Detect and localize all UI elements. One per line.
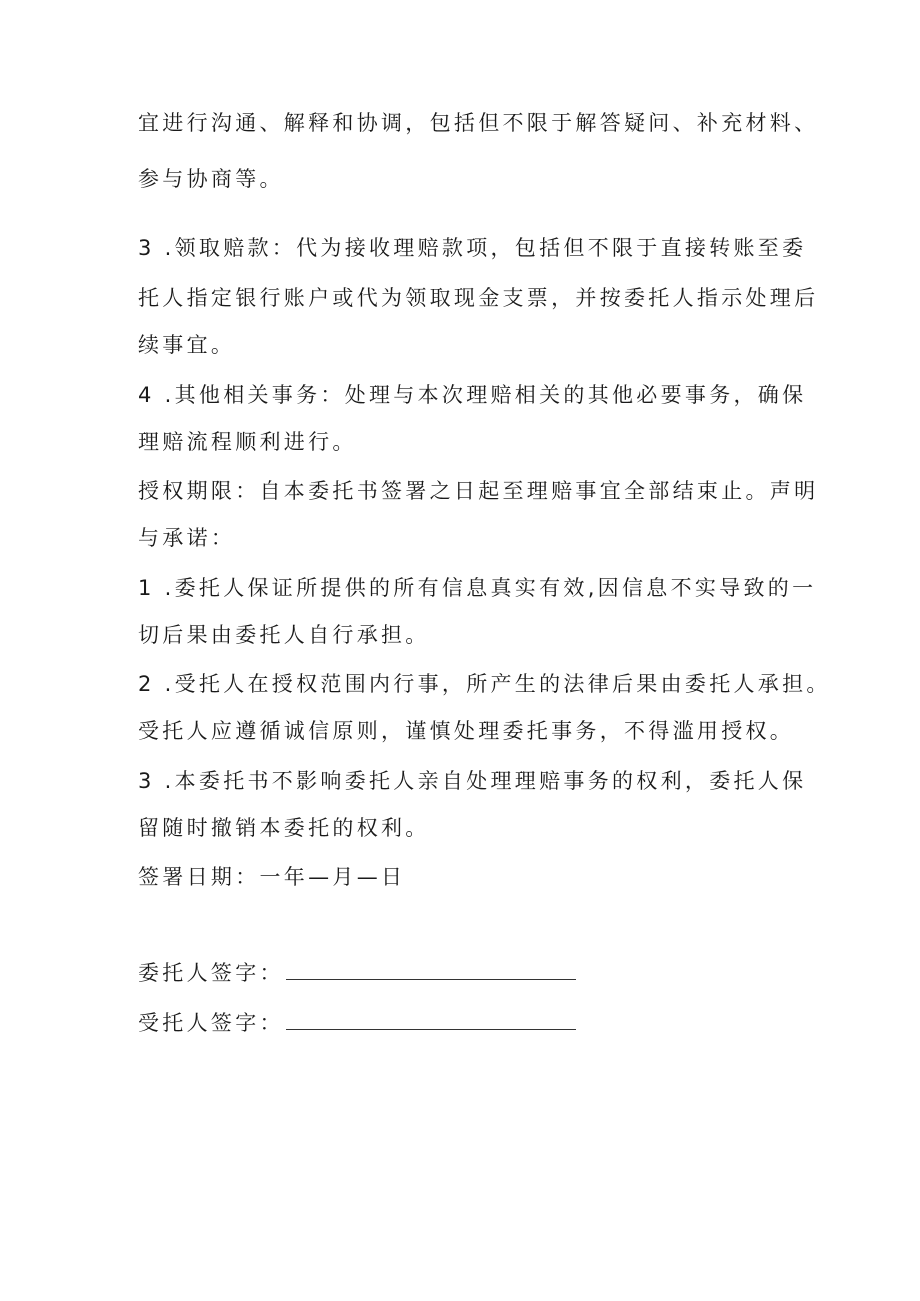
text-line: 授权期限：自本委托书签署之日起至理赔事宜全部结束止。声明 — [138, 479, 819, 503]
agent-signature-line — [286, 1029, 576, 1030]
text-line: 1 .委托人保证所提供的所有信息真实有效,因信息不实导致的一 — [138, 576, 817, 600]
text-line: 2 .受托人在授权范围内行事，所产生的法律后果由委托人承担。 — [138, 672, 831, 696]
signing-date: 签署日期：一年—月—日 — [138, 865, 406, 889]
text-line: 宜进行沟通、解释和协调，包括但不限于解答疑问、补充材料、 — [138, 111, 819, 135]
text-line: 与承诺： — [138, 526, 236, 550]
principal-signature-row — [138, 958, 576, 988]
principal-signature-line — [286, 979, 576, 980]
text-line: 留随时撤销本委托的权利。 — [138, 816, 430, 840]
agent-signature-row — [138, 1008, 576, 1038]
principal-signature-label: 委托人签字： — [138, 961, 284, 985]
text-line: 3 .领取赔款：代为接收理赔款项，包括但不限于直接转账至委 — [138, 236, 807, 260]
text-line: 切后果由委托人自行承担。 — [138, 623, 430, 647]
text-line: 受托人应遵循诚信原则，谨慎处理委托事务，不得滥用授权。 — [138, 719, 795, 743]
text-line: 续事宜。 — [138, 333, 236, 357]
text-line: 3 .本委托书不影响委托人亲自处理理赔事务的权利，委托人保 — [138, 769, 807, 793]
agent-signature-label: 受托人签字： — [138, 1011, 284, 1035]
text-line: 理赔流程顺利进行。 — [138, 430, 357, 454]
text-line: 托人指定银行账户或代为领取现金支票，并按委托人指示处理后 — [138, 286, 819, 310]
text-line: 参与协商等。 — [138, 167, 284, 191]
text-line: 4 .其他相关事务：处理与本次理赔相关的其他必要事务，确保 — [138, 383, 807, 407]
